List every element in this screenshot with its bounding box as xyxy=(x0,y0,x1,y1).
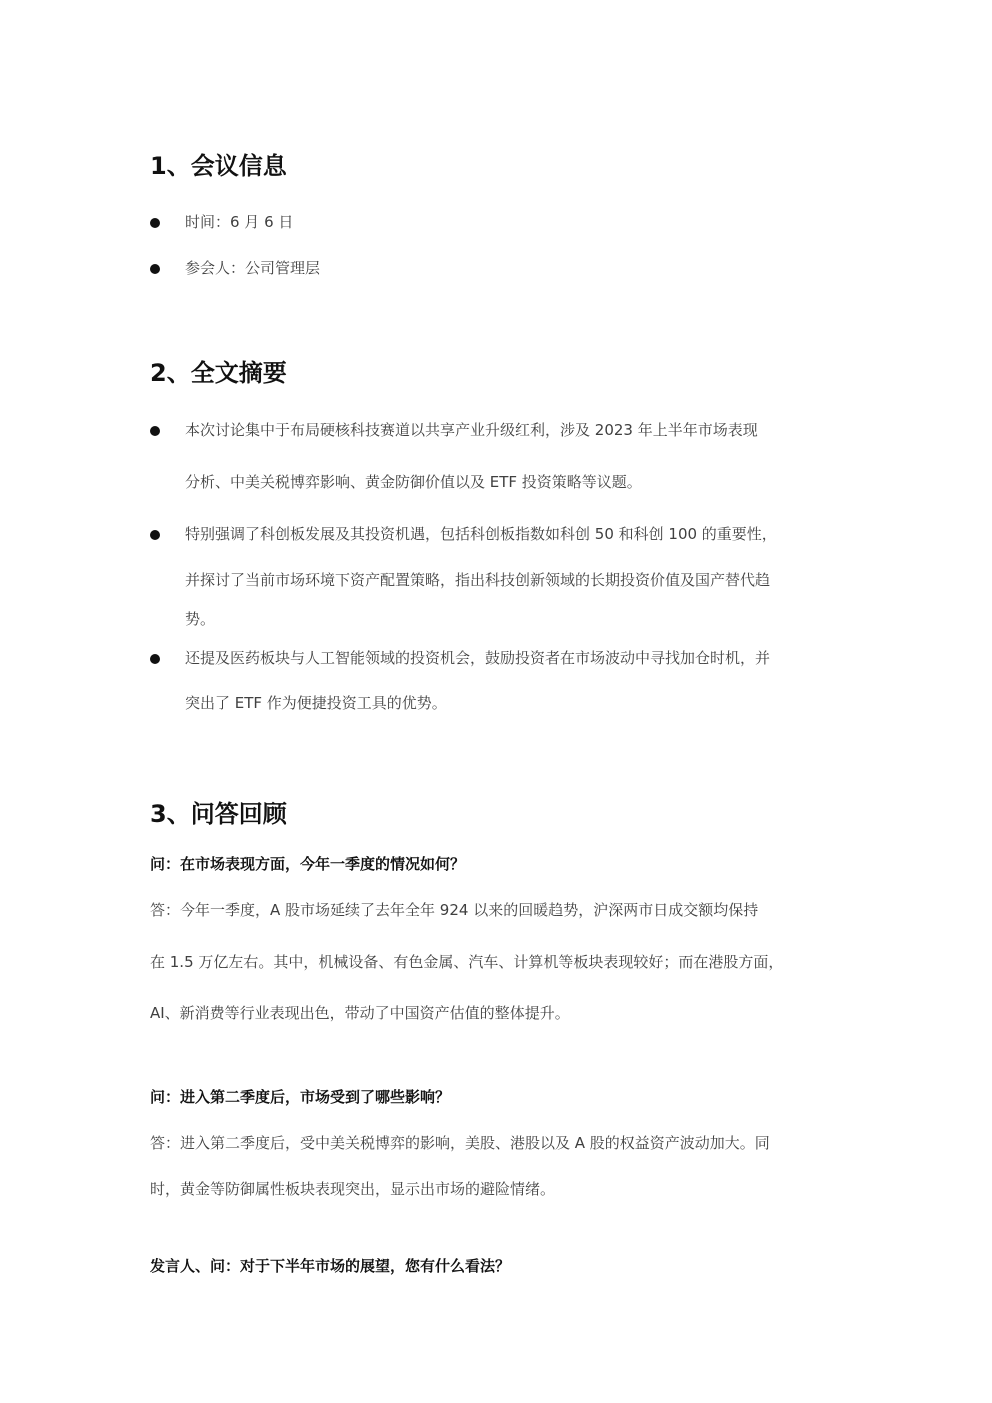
meeting-attendees: 参会人：公司管理层 xyxy=(185,259,321,277)
bullet-icon xyxy=(150,530,160,540)
question: 问：在市场表现方面，今年一季度的情况如何？ xyxy=(150,855,466,873)
bullet-icon xyxy=(150,218,160,228)
summary-line: 特别强调了科创板发展及其投资机遇，包括科创板指数如科创 50 和科创 100 的重要性， xyxy=(185,525,777,543)
answer-line: AI、新消费等行业表现出色，带动了中国资产估值的整体提升。 xyxy=(150,1004,570,1022)
section-heading-summary: 2、全文摘要 xyxy=(150,359,287,387)
summary-line: 突出了 ETF 作为便捷投资工具的优势。 xyxy=(185,694,447,712)
answer-line: 答：今年一季度，A 股市场延续了去年全年 924 以来的回暖趋势，沪深两市日成交额均保持 xyxy=(150,901,759,919)
question: 发言人、问：对于下半年市场的展望，您有什么看法？ xyxy=(150,1257,511,1275)
summary-line: 势。 xyxy=(185,610,216,628)
answer-line: 时，黄金等防御属性板块表现突出，显示出市场的避险情绪。 xyxy=(150,1180,556,1198)
bullet-icon xyxy=(150,264,160,274)
section-heading-qa: 3、问答回顾 xyxy=(150,800,287,828)
bullet-icon xyxy=(150,654,160,664)
section-heading-meeting-info: 1、会议信息 xyxy=(150,152,287,180)
summary-line: 本次讨论集中于布局硬核科技赛道以共享产业升级红利，涉及 2023 年上半年市场表现 xyxy=(185,421,758,439)
summary-line: 并探讨了当前市场环境下资产配置策略，指出科技创新领域的长期投资价值及国产替代趋 xyxy=(185,571,771,589)
summary-line: 分析、中美关税博弈影响、黄金防御价值以及 ETF 投资策略等议题。 xyxy=(185,473,642,491)
question: 问：进入第二季度后，市场受到了哪些影响？ xyxy=(150,1088,451,1106)
meeting-time: 时间：6 月 6 日 xyxy=(185,213,294,231)
answer-line: 在 1.5 万亿左右。其中，机械设备、有色金属、汽车、计算机等板块表现较好；而在港股方面， xyxy=(150,953,784,971)
bullet-icon xyxy=(150,426,160,436)
answer-line: 答：进入第二季度后，受中美关税博弈的影响，美股、港股以及 A 股的权益资产波动加大。同 xyxy=(150,1134,770,1152)
summary-line: 还提及医药板块与人工智能领域的投资机会，鼓励投资者在市场波动中寻找加仓时机，并 xyxy=(185,649,771,667)
